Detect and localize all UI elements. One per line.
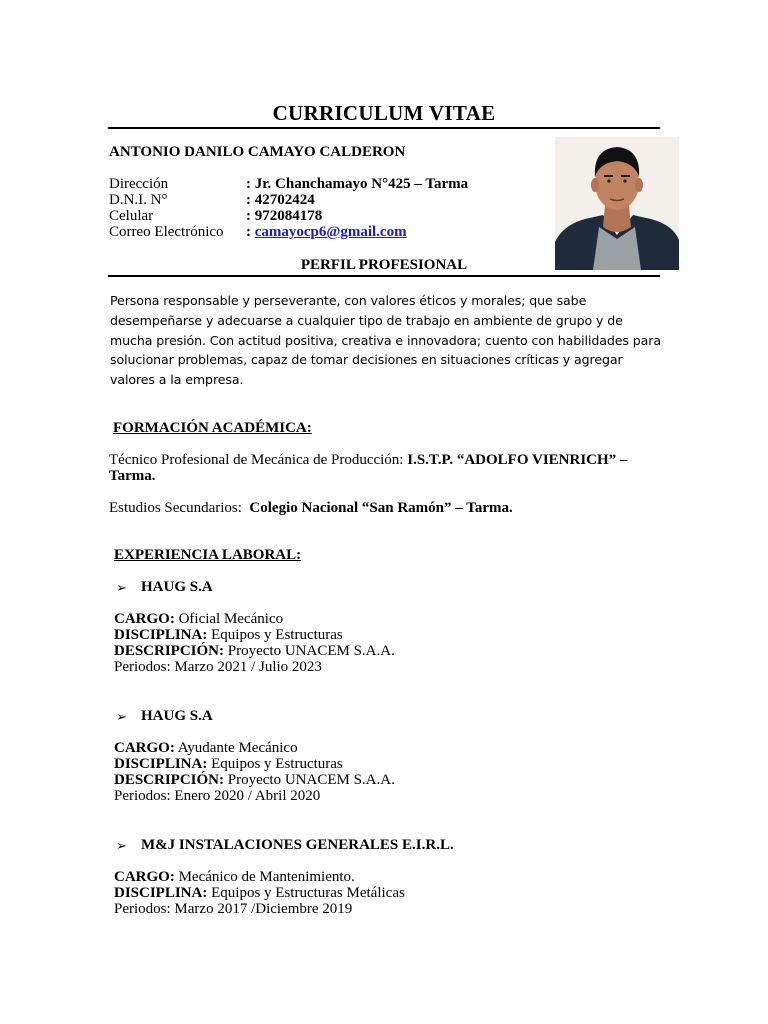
disciplina-label: DISCIPLINA: [114, 756, 208, 772]
address-value: : Jr. Chanchamayo N°425 – Tarma [246, 176, 469, 192]
dni-label: D.N.I. N° [109, 192, 168, 208]
job-cargo [114, 740, 395, 756]
job-2-details [114, 740, 395, 804]
job-cargo [114, 611, 395, 627]
education-item-technical [109, 452, 639, 484]
education-item-institution: I.S.T.P. “ADOLFO VIENRICH” – Tarma. [109, 452, 628, 484]
company-name: M&J INSTALACIONES GENERALES E.I.R.L. [141, 837, 454, 853]
profile-photo [555, 137, 679, 270]
descripcion-value: Proyecto UNACEM S.A.A. [227, 643, 395, 659]
profile-text: Persona responsable y perseverante, con valores éticos y morales; que sabe desempeñarse y adecuarse a cualquier tipo de trabajo en ambiente de grupo y de mucha presión. Con actitud positiva, creativa e innovadora; cuento con habilidades para solucionar problemas, capaz de tomar decisiones en situaciones críticas y agregar valores a la empresa. [110, 293, 661, 388]
title-divider [108, 127, 660, 129]
education-item-label: Estudios Secundarios: [109, 500, 242, 516]
descripcion-value: Proyecto UNACEM S.A.A. [227, 772, 395, 788]
education-item-institution: Colegio Nacional “San Ramón” – Tarma. [249, 500, 513, 516]
address-label: Dirección [109, 176, 169, 192]
contact-info [109, 176, 468, 240]
job-disciplina [114, 885, 405, 901]
company-name: HAUG S.A [141, 579, 213, 595]
phone-value: : 972084178 [246, 208, 323, 224]
job-descripcion [114, 643, 395, 659]
phone-label: Celular [109, 208, 154, 224]
disciplina-value: Equipos y Estructuras [211, 627, 343, 643]
job-disciplina [114, 756, 395, 772]
email-link[interactable]: camayocp6@gmail.com [254, 224, 407, 240]
bullet-arrow-icon: ➢ [116, 837, 127, 853]
descripcion-label: DESCRIPCIÓN: [114, 772, 225, 788]
job-disciplina [114, 627, 395, 643]
job-periodo: Periodos: Marzo 2021 / Julio 2023 [114, 659, 322, 675]
disciplina-label: DISCIPLINA: [114, 885, 208, 901]
cargo-label: CARGO: [114, 611, 175, 627]
profile-heading: PERFIL PROFESIONAL [300, 257, 468, 273]
email-label: Correo Electrónico [109, 224, 224, 240]
cargo-value: Mecánico de Mantenimiento. [178, 869, 355, 885]
job-cargo [114, 869, 405, 885]
job-3-details [114, 869, 405, 917]
job-1-details [114, 611, 395, 675]
portrait-image [555, 137, 679, 270]
dni-value: : 42702424 [246, 192, 315, 208]
descripcion-label: DESCRIPCIÓN: [114, 643, 225, 659]
disciplina-label: DISCIPLINA: [114, 627, 208, 643]
email-value [246, 224, 407, 240]
education-item-secondary [109, 500, 639, 516]
job-periodo: Periodos: Marzo 2017 /Diciembre 2019 [114, 901, 353, 917]
job-1-company [116, 579, 213, 596]
disciplina-value: Equipos y Estructuras [211, 756, 343, 772]
job-2-company [116, 708, 213, 725]
cargo-label: CARGO: [114, 740, 175, 756]
contact-row-dni [109, 192, 468, 208]
email-prefix: : [246, 224, 255, 240]
profile-divider [108, 275, 660, 277]
cargo-label: CARGO: [114, 869, 175, 885]
bullet-arrow-icon: ➢ [116, 579, 127, 595]
company-name: HAUG S.A [141, 708, 213, 724]
job-descripcion [114, 772, 395, 788]
contact-row-address [109, 176, 468, 192]
document-title: CURRICULUM VITAE [272, 101, 496, 125]
job-periodo: Periodos: Enero 2020 / Abril 2020 [114, 788, 321, 804]
education-item-label: Técnico Profesional de Mecánica de Producción: [109, 452, 404, 468]
cargo-value: Oficial Mecánico [178, 611, 284, 627]
candidate-name: ANTONIO DANILO CAMAYO CALDERON [109, 144, 406, 160]
cargo-value: Ayudante Mecánico [177, 740, 298, 756]
job-3-company [116, 837, 454, 854]
contact-row-phone [109, 208, 468, 224]
bullet-arrow-icon: ➢ [116, 708, 127, 724]
contact-row-email [109, 224, 468, 240]
education-heading: FORMACIÓN ACADÉMICA: [113, 420, 312, 436]
disciplina-value: Equipos y Estructuras Metálicas [211, 885, 405, 901]
experience-heading: EXPERIENCIA LABORAL: [114, 547, 302, 563]
